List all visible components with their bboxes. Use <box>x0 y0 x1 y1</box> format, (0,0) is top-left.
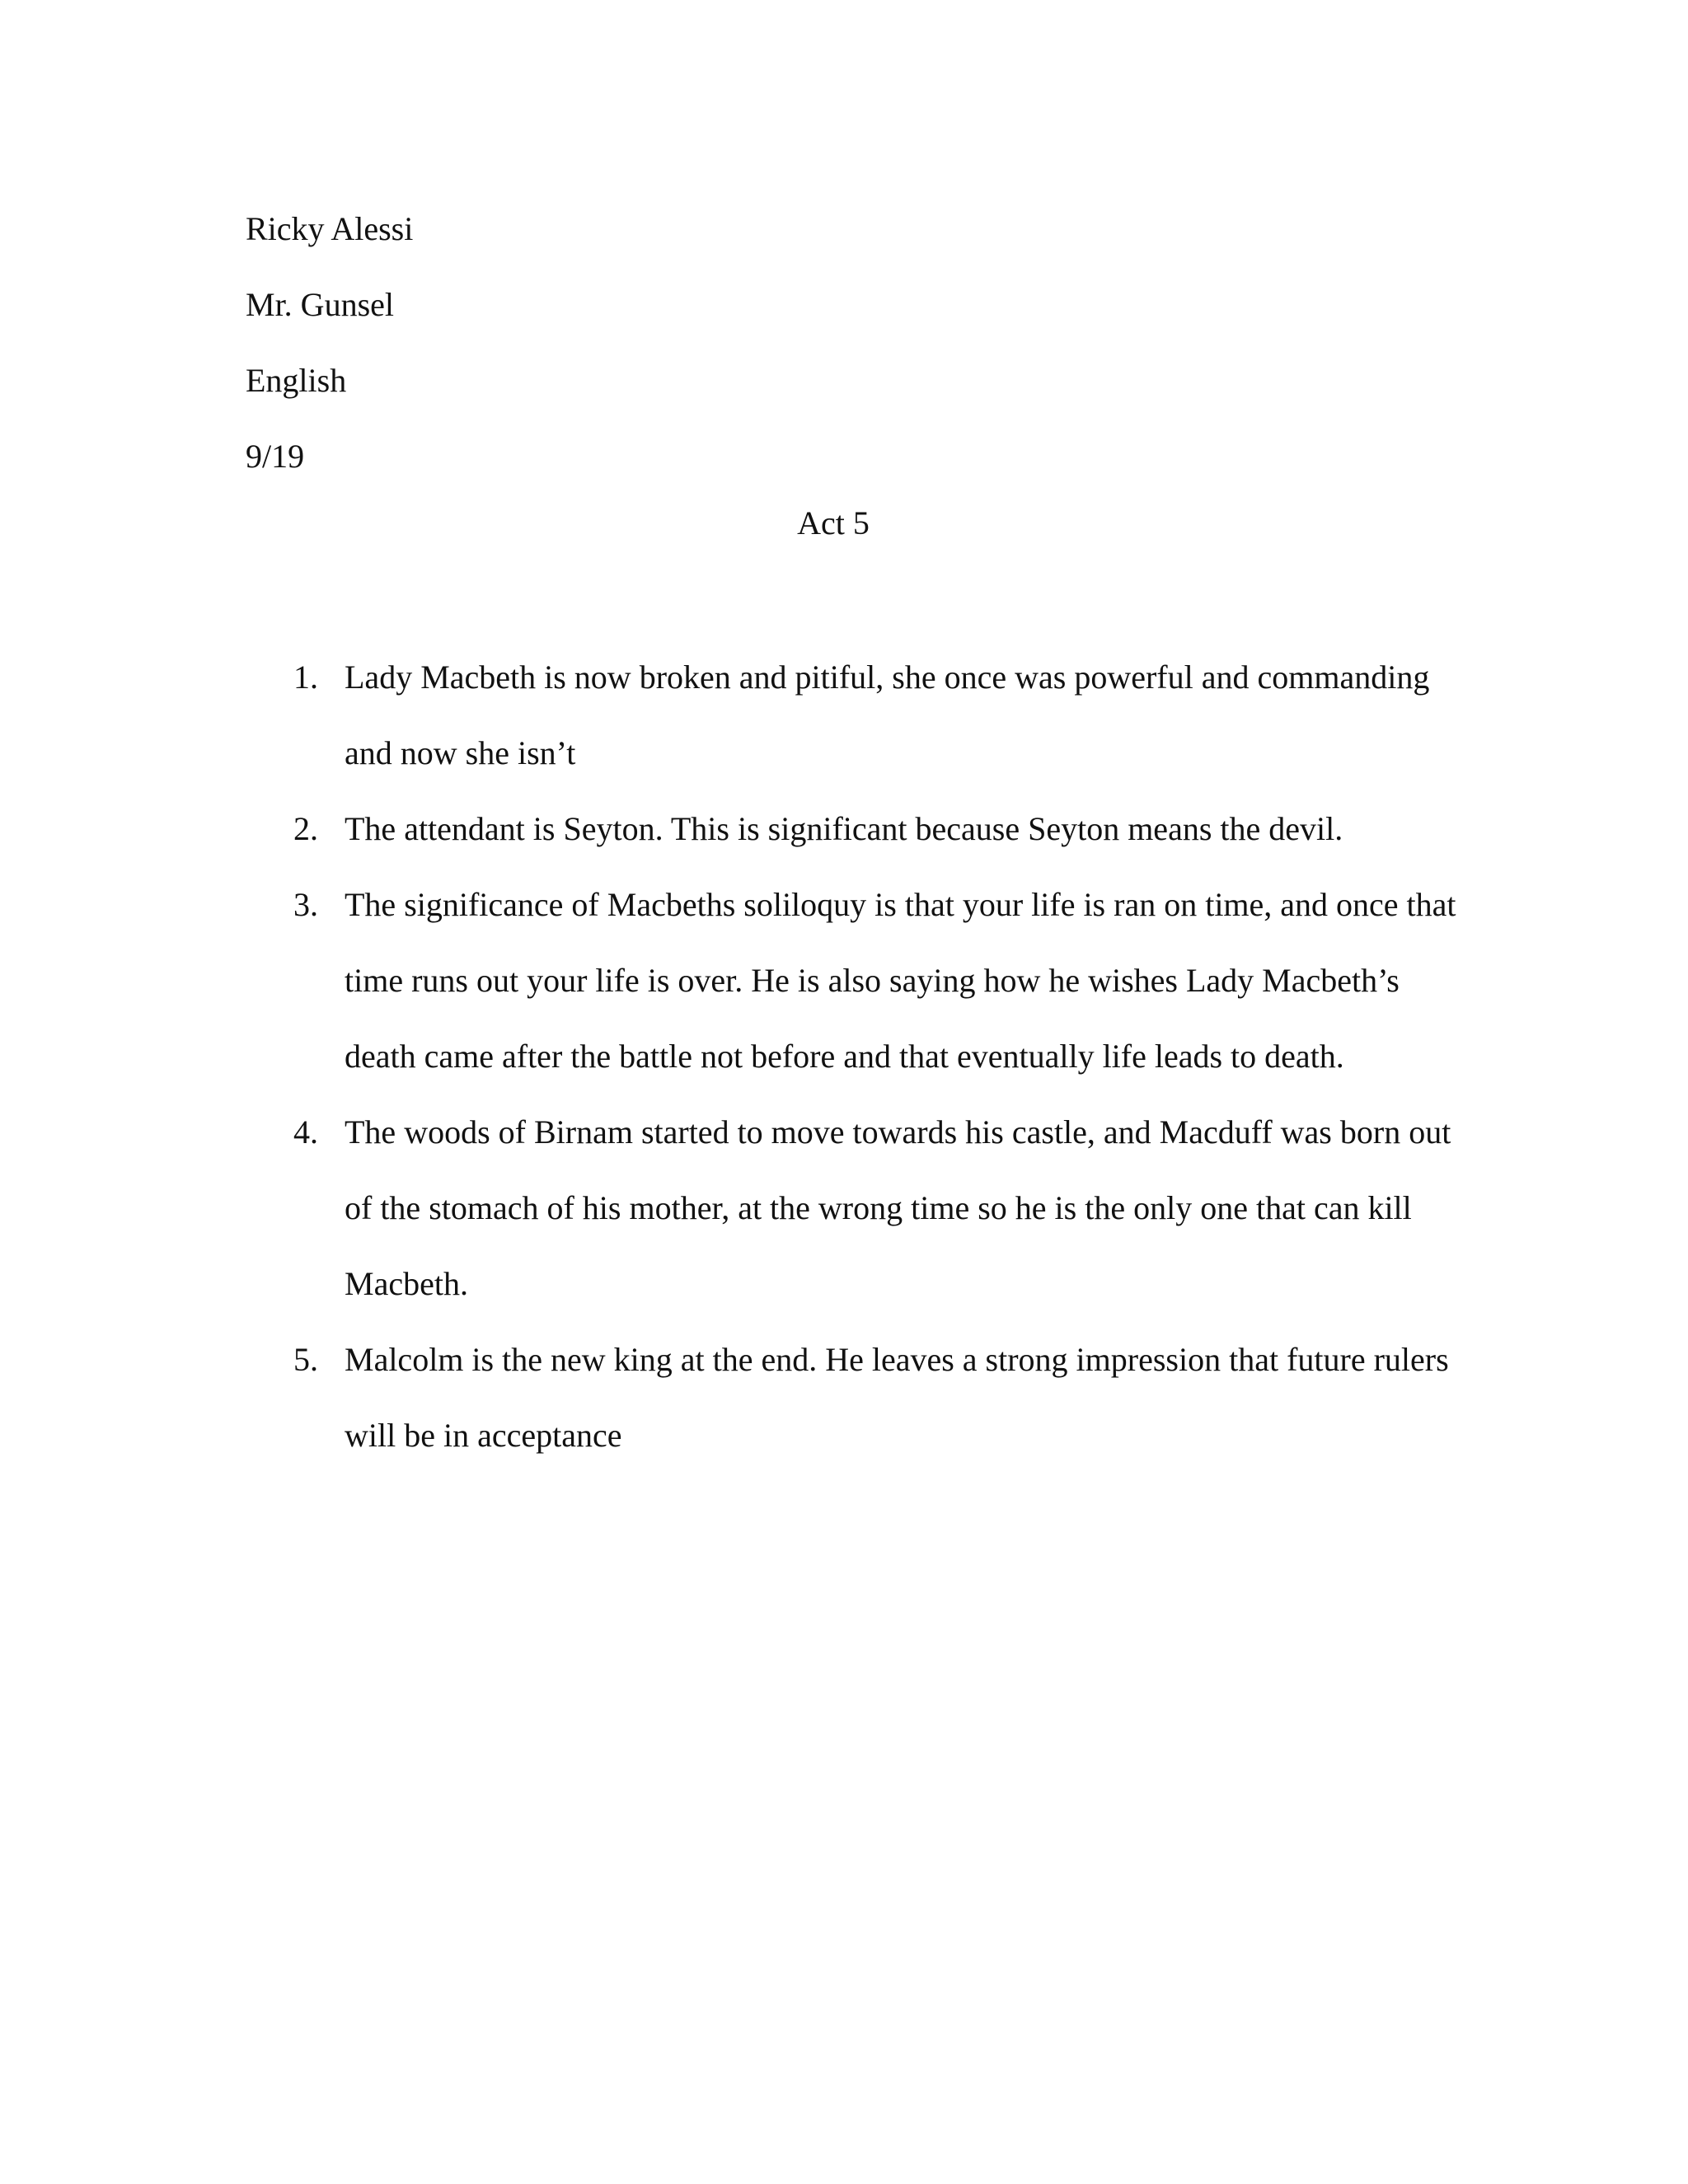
answer-number: 3. <box>293 886 318 923</box>
answer-text: The attendant is Seyton. This is significant because Seyton means the devil. <box>345 810 1343 847</box>
answer-item-3 <box>246 867 1456 1094</box>
teacher-name: Mr. Gunsel <box>246 286 394 323</box>
document-title: Act 5 <box>797 504 870 541</box>
student-name: Ricky Alessi <box>246 210 414 247</box>
answer-text: The woods of Birnam started to move towards his castle, and Macduff was born out of the stomach of his mother, at the wrong time so he is the only one that can kill Macbeth. <box>345 1113 1451 1302</box>
answer-item-4 <box>246 1094 1449 1322</box>
answer-number: 2. <box>293 810 318 847</box>
answer-number: 4. <box>293 1113 318 1151</box>
answer-text: Lady Macbeth is now broken and pitiful, she once was powerful and commanding and now she isn’t <box>345 658 1430 771</box>
answer-item-5 <box>246 1322 1449 1474</box>
subject: English <box>246 362 347 399</box>
document-heading <box>246 191 1449 494</box>
assignment-date: 9/19 <box>246 438 305 475</box>
answer-number: 1. <box>293 658 318 696</box>
answer-item-2 <box>246 791 1449 867</box>
answer-item-1 <box>246 640 1449 791</box>
answer-text: The significance of Macbeths soliloquy is that your life is ran on time, and once that time runs out your life is over. He is also saying how he wishes Lady Macbeth’s death came after the battle not before and that eventually life leads to death. <box>345 886 1456 1075</box>
answer-number: 5. <box>293 1341 318 1378</box>
answer-text: Malcolm is the new king at the end. He leaves a strong impression that future rulers will be in acceptance <box>345 1341 1449 1454</box>
answer-list <box>246 640 1456 1474</box>
